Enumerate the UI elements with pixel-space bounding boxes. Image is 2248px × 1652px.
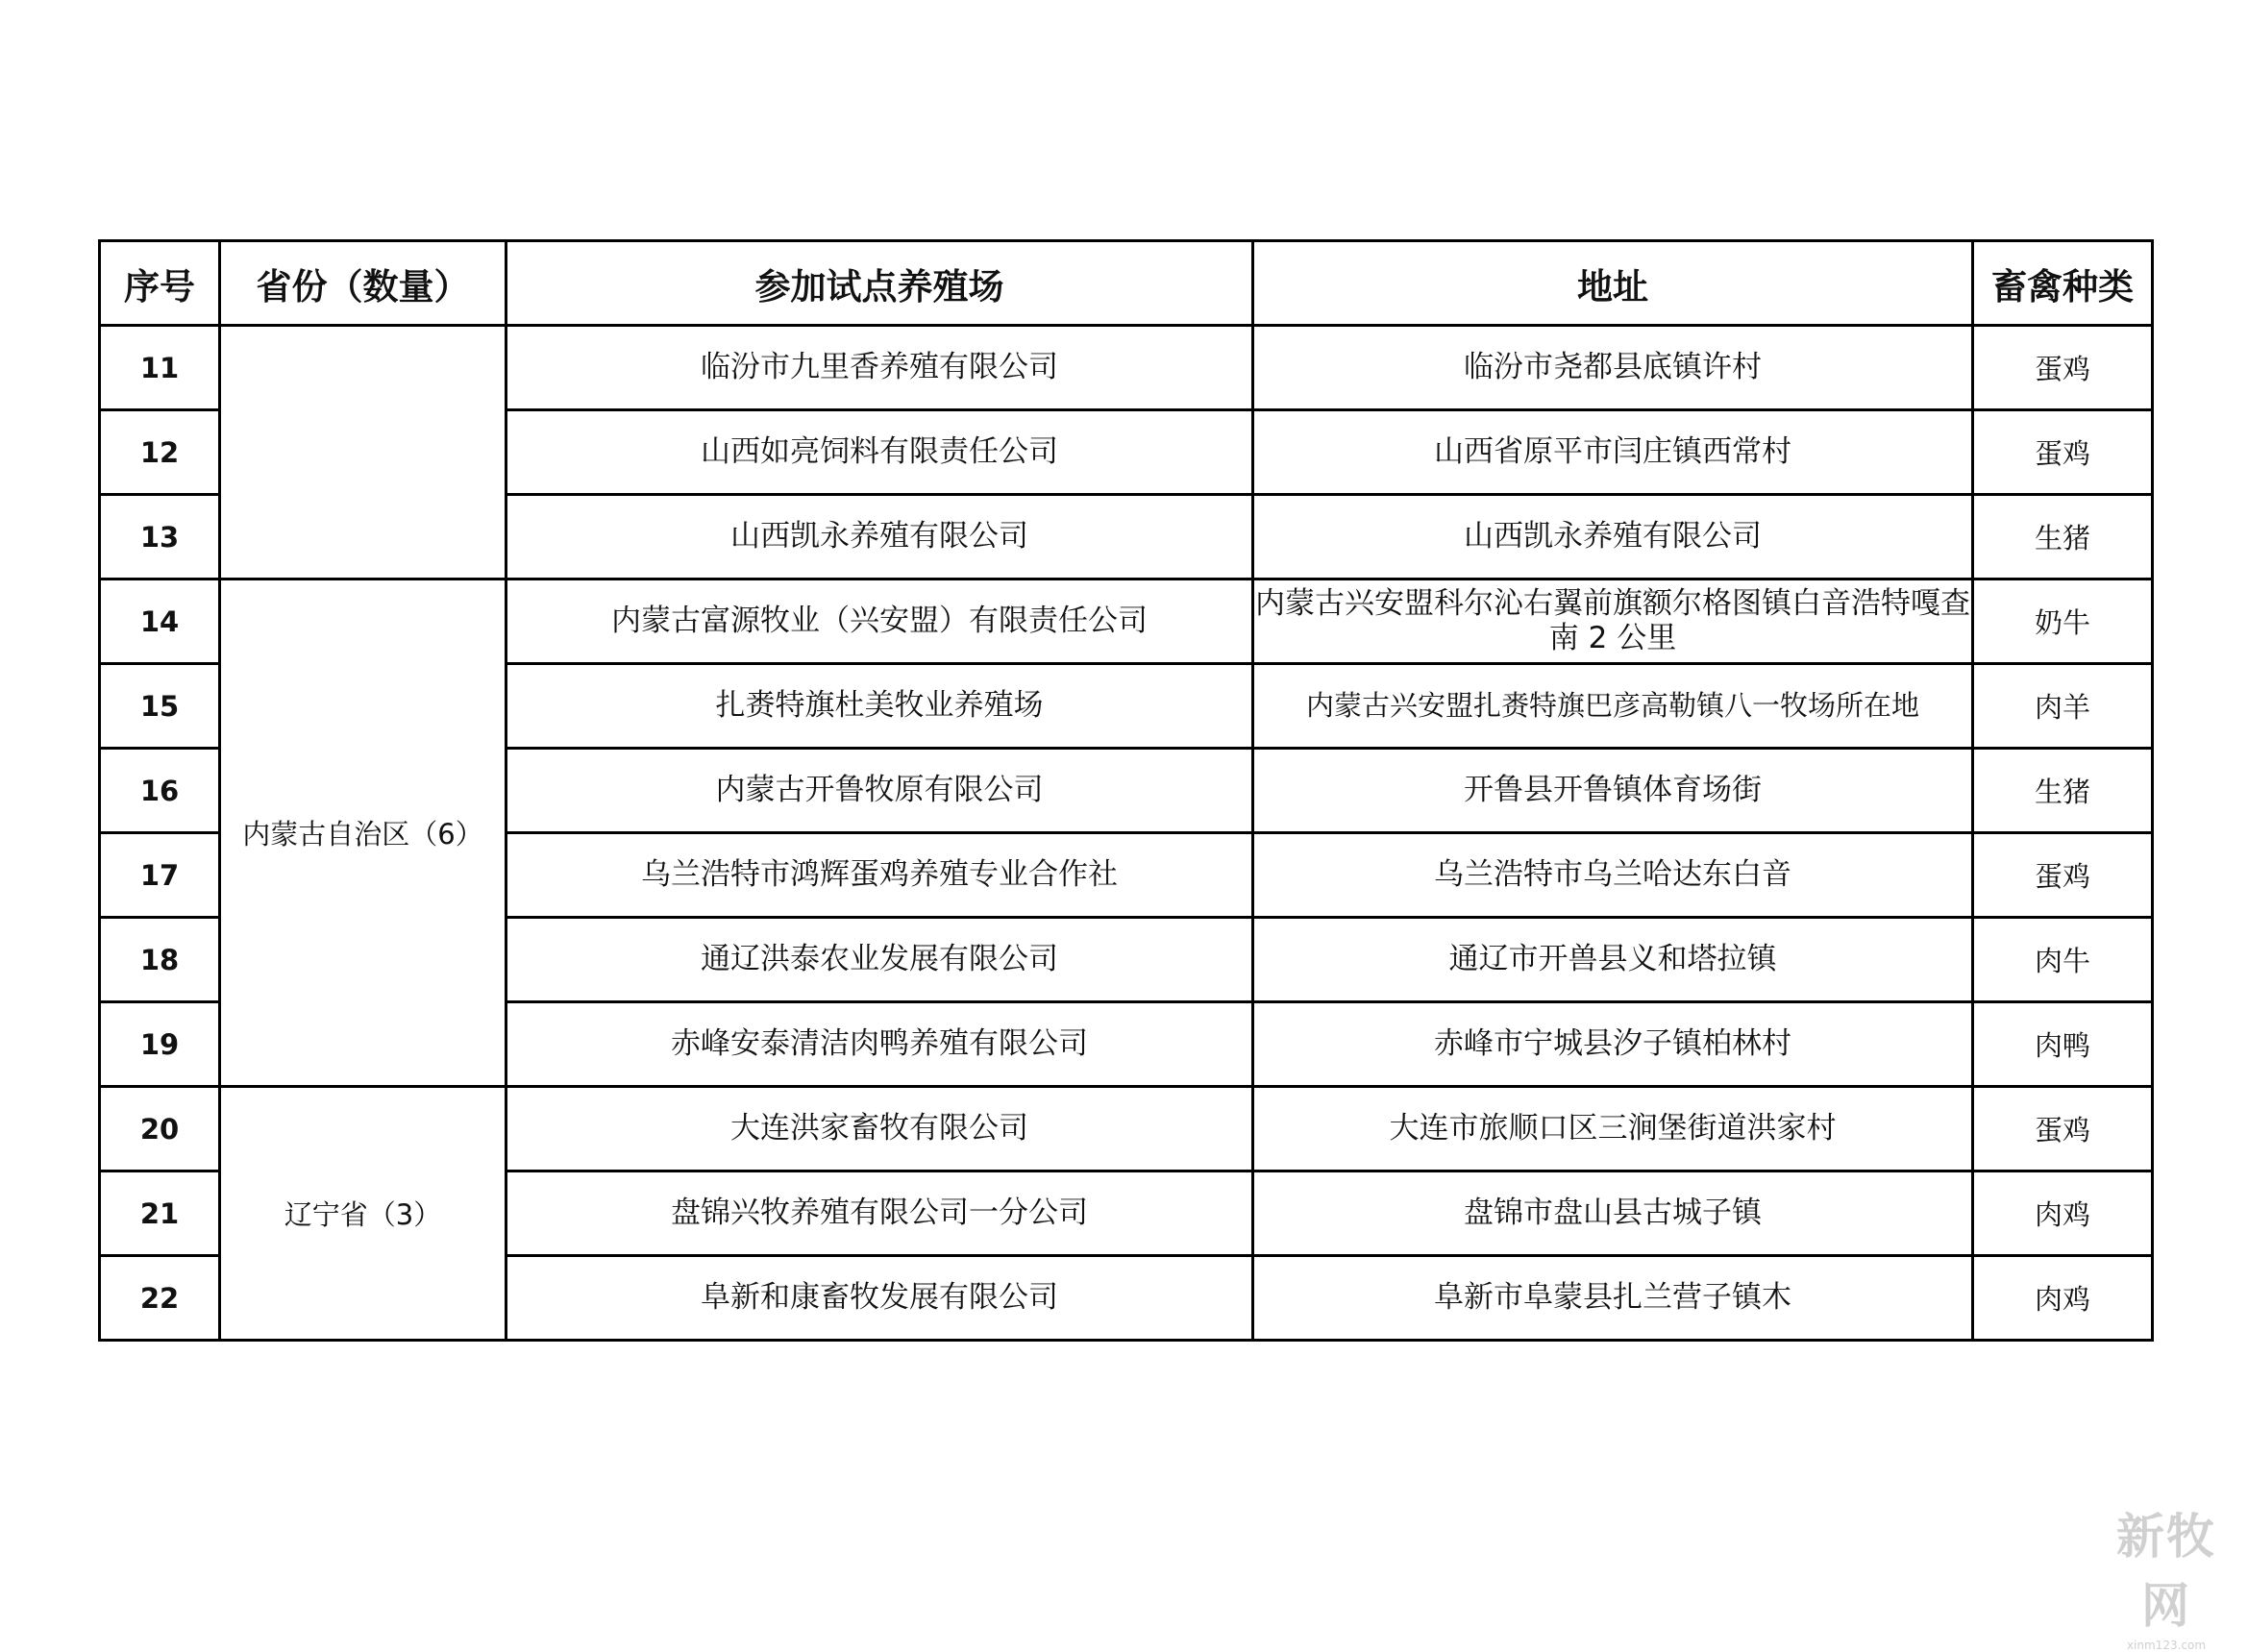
kind-cell: 蛋鸡 <box>1973 410 2153 495</box>
kind-cell: 肉羊 <box>1973 664 2153 749</box>
province-cell: 内蒙古自治区（6） <box>220 579 506 1087</box>
province-cell: 辽宁省（3） <box>220 1087 506 1341</box>
farm-cell: 内蒙古开鲁牧原有限公司 <box>506 749 1253 833</box>
header-farm: 参加试点养殖场 <box>506 241 1253 326</box>
seq-cell: 19 <box>100 1002 220 1087</box>
farm-cell: 扎赉特旗杜美牧业养殖场 <box>506 664 1253 749</box>
seq-cell: 22 <box>100 1256 220 1341</box>
header-seq: 序号 <box>100 241 220 326</box>
watermark-url: xinm123.com <box>2126 1639 2207 1652</box>
table-row <box>100 326 2153 410</box>
address-cell: 盘锦市盘山县古城子镇 <box>1253 1171 1973 1256</box>
seq-cell: 13 <box>100 495 220 579</box>
address-cell: 通辽市开兽县义和塔拉镇 <box>1253 918 1973 1002</box>
farm-cell: 通辽洪泰农业发展有限公司 <box>506 918 1253 1002</box>
address-cell: 阜新市阜蒙县扎兰营子镇木 <box>1253 1256 1973 1341</box>
table-header-row <box>100 241 2153 326</box>
farm-cell: 山西凯永养殖有限公司 <box>506 495 1253 579</box>
address-cell: 大连市旅顺口区三涧堡街道洪家村 <box>1253 1087 1973 1171</box>
kind-cell: 肉鸭 <box>1973 1002 2153 1087</box>
table-row <box>100 579 2153 664</box>
pilot-farms-table <box>98 239 2154 1342</box>
farm-cell: 临汾市九里香养殖有限公司 <box>506 326 1253 410</box>
header-address: 地址 <box>1253 241 1973 326</box>
farm-cell: 山西如亮饲料有限责任公司 <box>506 410 1253 495</box>
header-province: 省份（数量） <box>220 241 506 326</box>
farm-cell: 盘锦兴牧养殖有限公司一分公司 <box>506 1171 1253 1256</box>
address-cell: 内蒙古兴安盟扎赉特旗巴彦高勒镇八一牧场所在地 <box>1253 664 1973 749</box>
watermark-logo: 新牧网 <box>2116 1509 2216 1634</box>
farm-cell: 乌兰浩特市鸿辉蛋鸡养殖专业合作社 <box>506 833 1253 918</box>
kind-cell: 蛋鸡 <box>1973 833 2153 918</box>
kind-cell: 蛋鸡 <box>1973 1087 2153 1171</box>
address-cell: 开鲁县开鲁镇体育场街 <box>1253 749 1973 833</box>
address-cell: 临汾市尧都县底镇许村 <box>1253 326 1973 410</box>
kind-cell: 生猪 <box>1973 749 2153 833</box>
seq-cell: 14 <box>100 579 220 664</box>
seq-cell: 15 <box>100 664 220 749</box>
farm-cell: 阜新和康畜牧发展有限公司 <box>506 1256 1253 1341</box>
kind-cell: 肉牛 <box>1973 918 2153 1002</box>
farm-cell: 内蒙古富源牧业（兴安盟）有限责任公司 <box>506 579 1253 664</box>
address-cell: 赤峰市宁城县汐子镇柏林村 <box>1253 1002 1973 1087</box>
farm-cell: 赤峰安泰清洁肉鸭养殖有限公司 <box>506 1002 1253 1087</box>
header-kind: 畜禽种类 <box>1973 241 2153 326</box>
kind-cell: 蛋鸡 <box>1973 326 2153 410</box>
address-cell: 山西凯永养殖有限公司 <box>1253 495 1973 579</box>
kind-cell: 肉鸡 <box>1973 1256 2153 1341</box>
seq-cell: 12 <box>100 410 220 495</box>
kind-cell: 生猪 <box>1973 495 2153 579</box>
address-cell: 乌兰浩特市乌兰哈达东白音 <box>1253 833 1973 918</box>
seq-cell: 18 <box>100 918 220 1002</box>
table-row <box>100 1087 2153 1171</box>
address-cell: 山西省原平市闫庄镇西常村 <box>1253 410 1973 495</box>
seq-cell: 20 <box>100 1087 220 1171</box>
kind-cell: 肉鸡 <box>1973 1171 2153 1256</box>
farm-cell: 大连洪家畜牧有限公司 <box>506 1087 1253 1171</box>
kind-cell: 奶牛 <box>1973 579 2153 664</box>
seq-cell: 16 <box>100 749 220 833</box>
seq-cell: 11 <box>100 326 220 410</box>
seq-cell: 21 <box>100 1171 220 1256</box>
province-cell <box>220 326 506 579</box>
address-cell: 内蒙古兴安盟科尔沁右翼前旗额尔格图镇白音浩特嘎查南 2 公里 <box>1253 579 1973 664</box>
site-watermark <box>2099 1498 2234 1652</box>
seq-cell: 17 <box>100 833 220 918</box>
